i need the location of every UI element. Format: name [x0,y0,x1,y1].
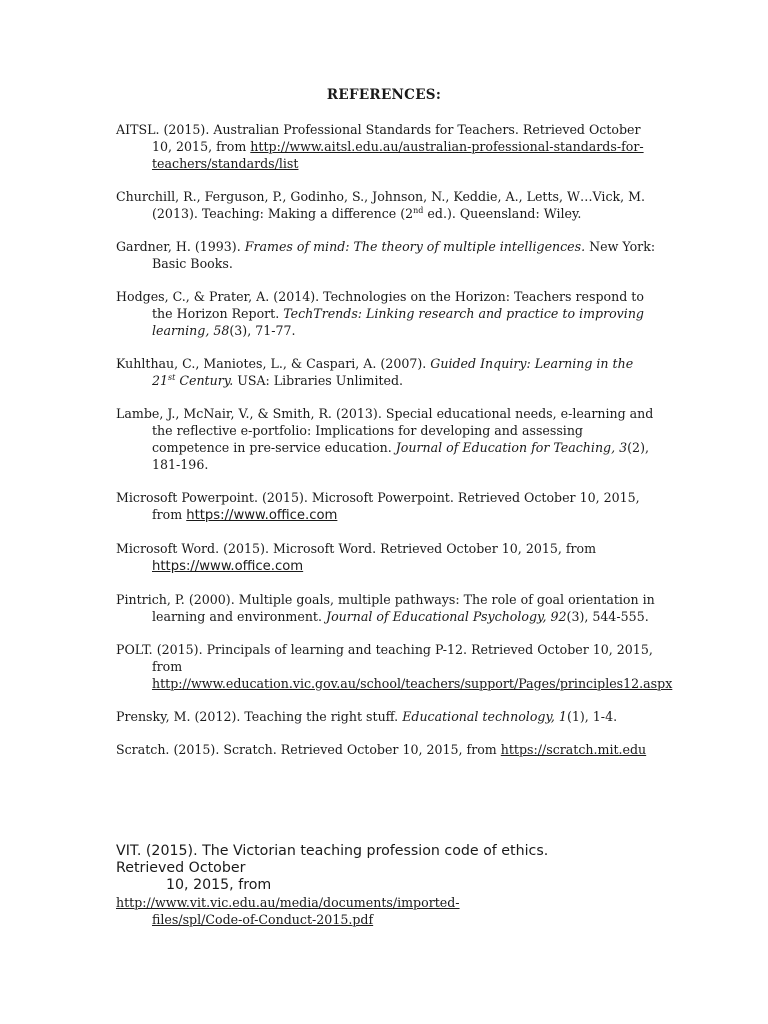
reference-polt [116,641,673,692]
references-heading: REFERENCES: [326,87,442,103]
reference-word [116,540,656,575]
reference-text: New York: Basic Books. [152,239,656,271]
reference-title: Century. [175,373,234,388]
reference-text: Microsoft Word. (2015). Microsoft Word. Retrieved October 10, 2015, from [116,541,597,556]
reference-prensky [116,708,656,725]
reference-text: Kuhlthau, C., Maniotes, L., & Caspari, A. (2007). [116,356,431,371]
education-vic-link[interactable]: http://www.education.vic.gov.au/school/teachers/support/Pages/principles12.aspx [152,676,673,691]
vit-line-1: VIT. (2015). The Victorian teaching profession code of ethics. [116,843,549,859]
reference-title: Frames of mind: The theory of multiple intelligences. [244,239,586,254]
reference-text: Churchill, R., Ferguson, P., Godinho, S., Johnson, N., Keddie, A., Letts, W…Vick, M. (2013). Teaching: Making a difference (2 [116,189,646,221]
reference-text: (2), 181-196. [152,440,649,472]
reference-title: Guided Inquiry: Learning in the 21 [152,356,634,388]
vit-line-2: Retrieved October [116,860,246,876]
reference-scratch [116,741,656,758]
reference-text: Hodges, C., & Prater, A. (2014). Technologies on the Horizon: Teachers respond to the Horizon Report. [116,289,644,321]
reference-title: Educational technology, 1 [402,709,567,724]
reference-text: (3), 71-77. [229,323,296,338]
office-link[interactable]: https://www.office.com [152,559,304,574]
aitsl-link[interactable]: http://www.aitsl.edu.au/australian-professional-standards-for-teachers/standards/list [152,139,644,171]
office-link[interactable]: https://www.office.com [186,508,338,523]
reference-kuhlthau [116,355,656,389]
reference-text: (3), 544-555. [566,609,649,624]
reference-text: Scratch. (2015). Scratch. Retrieved October 10, 2015, from [116,742,501,757]
reference-text: POLT. (2015). Principals of learning and teaching P-12. Retrieved October 10, 2015, from [116,642,653,674]
vit-line-3: 10, 2015, from [166,877,272,893]
reference-gardner [116,238,656,272]
reference-title: Journal of Educational Psychology, 92 [326,609,567,624]
reference-text: Pintrich, P. (2000). Multiple goals, multiple pathways: The role of goal orientation in learning and environment. [116,592,655,624]
reference-text: Microsoft Powerpoint. (2015). Microsoft Powerpoint. Retrieved October 10, 2015, from [116,490,640,522]
vit-url-block [116,894,532,928]
reference-text: Prensky, M. (2012). Teaching the right stuff. [116,709,403,724]
reference-text: USA: Libraries Unlimited. [233,373,404,388]
reference-text: (1), 1-4. [566,709,618,724]
reference-text: ed.). Queensland: Wiley. [423,206,582,221]
reference-text: Gardner, H. (1993). [116,239,245,254]
reference-text: Lambe, J., McNair, V., & Smith, R. (2013). Special educational needs, e-learning and the reflective e-portfolio: Implications for developing and assessing competence in pre-service education. [116,406,654,455]
reference-lambe [116,405,656,473]
reference-title: TechTrends: Linking research and practice to improving learning, 58 [152,306,644,338]
reference-list [116,121,673,774]
reference-text: AITSL. (2015). Australian Professional Standards for Teachers. Retrieved October 10, 2015, from [116,122,641,154]
superscript: nd [413,205,424,215]
vit-link[interactable]: http://www.vit.vic.edu.au/media/documents/imported-files/spl/Code-of-Conduct-2015.pdf [116,895,460,927]
reference-aitsl [116,121,656,172]
reference-hodges [116,288,656,339]
superscript: st [168,372,176,382]
reference-powerpoint [116,489,656,524]
reference-title: Journal of Education for Teaching, 3 [395,440,628,455]
reference-vit [116,843,676,928]
scratch-link[interactable]: https://scratch.mit.edu [500,742,647,757]
reference-churchill [116,188,656,222]
reference-pintrich [116,591,656,625]
